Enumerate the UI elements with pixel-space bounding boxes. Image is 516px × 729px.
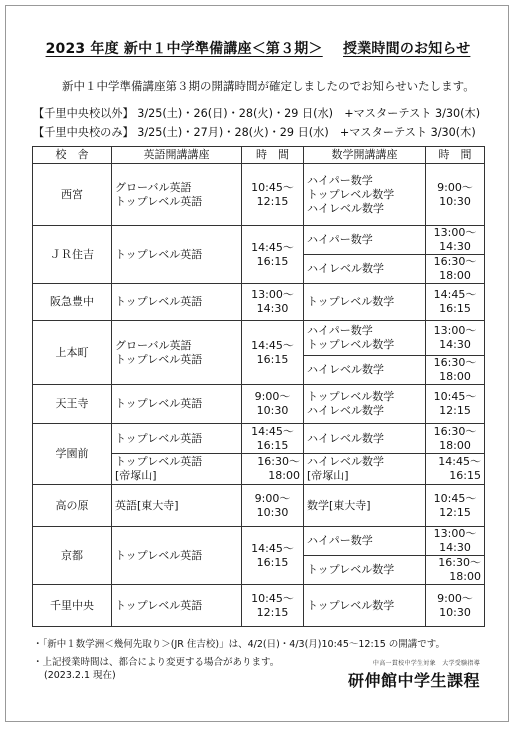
campus-cell: 西宮 [33,164,112,226]
table-row [33,424,485,454]
campus-cell: ＪＲ住吉 [33,226,112,284]
header-math-course: 数学開講講座 [304,147,426,164]
math-time-cell: 13:00～ 14:30 [426,226,485,255]
math-time-cell: 10:45～ 12:15 [426,485,485,527]
intro-text: 新中１中学準備講座第３期の開講時間が確定しましたのでお知らせいたします。 [62,79,475,93]
english-time-cell: 10:45～ 12:15 [242,164,304,226]
english-course-cell: グローバル英語 トップレベル英語 [112,164,242,226]
campus-cell: 上本町 [33,321,112,385]
math-time-cell: 16:30～ 18:00 [426,424,485,454]
math-time-cell: 9:00～ 10:30 [426,164,485,226]
brand-logo-text: 研伸館中学生課程 [347,671,480,690]
campus-cell: 京都 [33,527,112,585]
english-time-cell: 9:00～ 10:30 [242,385,304,424]
math-time-cell: 13:00～ 14:30 [426,527,485,556]
math-time-cell: 13:00～ 14:30 [426,321,485,356]
campus-cell: 高の原 [33,485,112,527]
header-english-course: 英語開講講座 [112,147,242,164]
math-time-cell: 16:30～ 18:00 [426,356,485,385]
math-course-cell: ハイパー数学 [304,226,426,255]
math-course-cell: 数学[東大寺] [304,485,426,527]
table-row [33,527,485,556]
english-course-cell: トップレベル英語 [112,585,242,627]
title-suffix: 授業時間のお知らせ [343,41,471,57]
math-course-cell: トップレベル数学 ハイレベル数学 [304,385,426,424]
english-course-cell: トップレベル英語 [112,385,242,424]
schedule-line-1: 【千里中央校以外】 3/25(土)・26(日)・28(火)・29 日(水) +マスターテスト 3/30(木) [33,107,481,120]
math-course-cell: ハイレベル数学 [帝塚山] [304,454,426,485]
table-row [33,585,485,627]
table-row [33,226,485,255]
english-time-cell: 10:45～ 12:15 [242,585,304,627]
math-course-cell: ハイレベル数学 [304,356,426,385]
math-course-cell: ハイレベル数学 [304,255,426,284]
header-math-time: 時 間 [426,147,485,164]
english-time-cell: 14:45～ 16:15 [242,424,304,454]
header-english-time: 時 間 [242,147,304,164]
math-course-cell: ハイパー数学 [304,527,426,556]
math-course-cell: トップレベル数学 [304,585,426,627]
schedule-table [32,146,485,627]
header-campus: 校 舎 [33,147,112,164]
english-time-cell: 16:30～ 18:00 [242,454,304,485]
math-time-cell: 14:45～ 16:15 [426,454,485,485]
math-course-cell: ハイパー数学 トップレベル数学 ハイレベル数学 [304,164,426,226]
title-prefix: 2023 年度 新中１中学準備講座＜第３期＞ [45,41,323,57]
english-course-cell: 英語[東大寺] [112,485,242,527]
table-row [33,321,485,356]
campus-cell: 学園前 [33,424,112,485]
table-header-row [33,147,485,164]
english-time-cell: 13:00～ 14:30 [242,284,304,321]
english-time-cell: 14:45～ 16:15 [242,226,304,284]
english-course-cell: トップレベル英語 [112,284,242,321]
footnote-2: ・上記授業時間は、都合により変更する場合があります。 [33,657,280,668]
math-course-cell: ハイパー数学 トップレベル数学 [304,321,426,356]
english-course-cell: グローバル英語 トップレベル英語 [112,321,242,385]
table-row [33,164,485,226]
english-time-cell: 14:45～ 16:15 [242,527,304,585]
campus-cell: 千里中央 [33,585,112,627]
table-row [33,284,485,321]
campus-cell: 阪急豊中 [33,284,112,321]
math-course-cell: トップレベル数学 [304,556,426,585]
english-course-cell: トップレベル英語 [帝塚山] [112,454,242,485]
english-course-cell: トップレベル英語 [112,424,242,454]
math-time-cell: 14:45～ 16:15 [426,284,485,321]
page-title [0,38,516,58]
table-row [33,385,485,424]
date-note: (2023.2.1 現在) [44,670,116,681]
math-course-cell: トップレベル数学 [304,284,426,321]
math-time-cell: 10:45～ 12:15 [426,385,485,424]
math-time-cell: 16:30～ 18:00 [426,556,485,585]
footnote-1: ・「新中１数学洲＜幾何先取り＞(JR 住吉校)」は、4/2(日)・4/3(月)10:45～12:15 の開講です。 [33,639,446,650]
english-course-cell: トップレベル英語 [112,226,242,284]
math-course-cell: ハイレベル数学 [304,424,426,454]
math-time-cell: 16:30～ 18:00 [426,255,485,284]
table-row [33,485,485,527]
schedule-line-2: 【千里中央校のみ】 3/25(土)・27月)・28(火)・29 日(水) +マスターテスト 3/30(木) [33,126,476,139]
brand-tagline: 中高一貫校中学生対象 大学受験指導 [372,660,480,667]
english-time-cell: 9:00～ 10:30 [242,485,304,527]
english-time-cell: 14:45～ 16:15 [242,321,304,385]
campus-cell: 天王寺 [33,385,112,424]
math-time-cell: 9:00～ 10:30 [426,585,485,627]
english-course-cell: トップレベル英語 [112,527,242,585]
